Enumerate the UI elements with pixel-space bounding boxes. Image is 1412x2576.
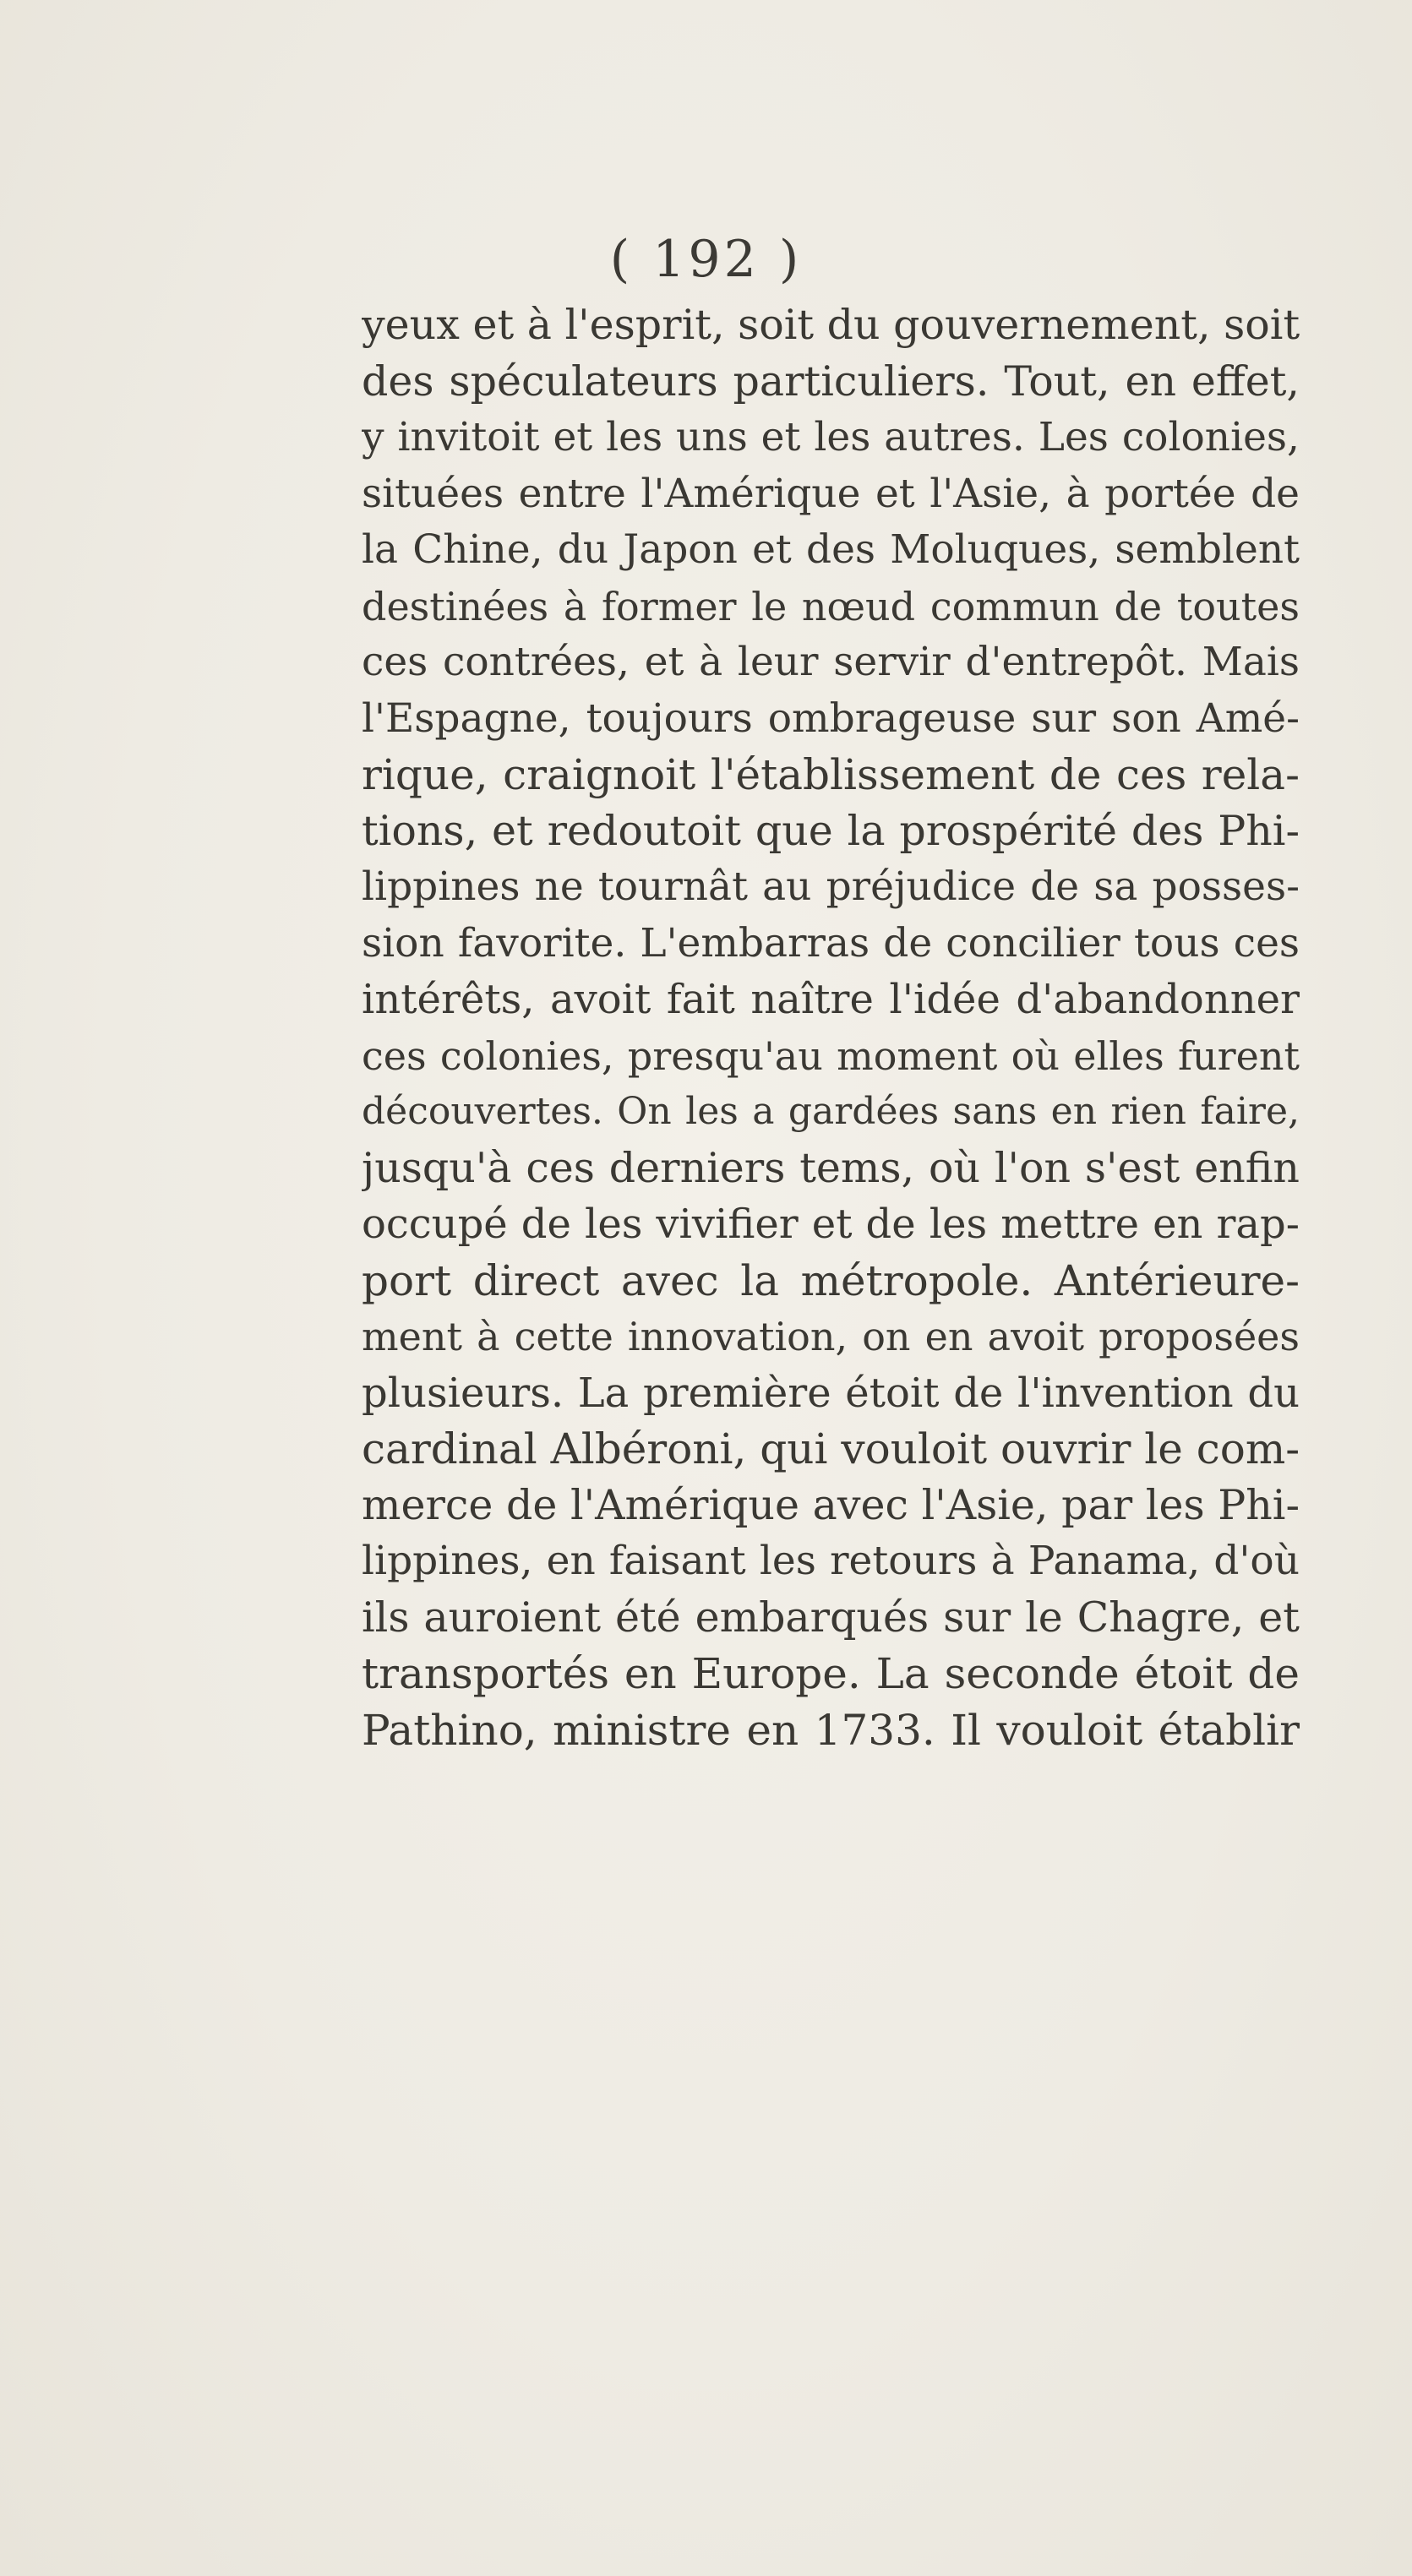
text-line: transportés en Europe. La seconde étoit de [362, 1649, 1300, 1698]
text-line: tions, et redoutoit que la prospérité des Phi- [362, 806, 1300, 855]
page-number-header: ( 192 ) [609, 230, 803, 289]
text-line: lippines ne tournât au préjudice de sa posses- [362, 863, 1300, 910]
text-line: destinées à former le nœud commun de toutes [362, 583, 1300, 629]
text-line: ces colonies, presqu'au moment où elles furent [362, 1032, 1300, 1079]
body-text [362, 297, 1300, 1758]
text-line: intérêts, avoit fait naître l'idée d'abandonner [362, 976, 1300, 1023]
text-line: l'Espagne, toujours ombrageuse sur son Amé- [362, 694, 1300, 742]
text-line: occupé de les vivifier et de les mettre en rap- [362, 1201, 1300, 1248]
text-line: ment à cette innovation, on en avoit proposées [362, 1314, 1300, 1359]
text-line: ils auroient été embarqués sur le Chagre, et [362, 1593, 1300, 1642]
text-line: des spéculateurs particuliers. Tout, en effet, [362, 357, 1300, 406]
text-line: cardinal Albéroni, qui vouloit ouvrir le com- [362, 1424, 1300, 1473]
text-line: ces contrées, et à leur servir d'entrepôt. Mais [362, 639, 1300, 685]
text-line: plusieurs. La première étoit de l'invention du [362, 1369, 1300, 1417]
text-line: port direct avec la métropole. Antérieure- [362, 1255, 1300, 1305]
text-line: Pathino, ministre en 1733. Il vouloit établir [362, 1705, 1300, 1755]
text-line: découvertes. On les a gardées sans en rien faire, [362, 1090, 1300, 1133]
text-line: merce de l'Amérique avec l'Asie, par les Phi- [362, 1480, 1300, 1529]
text-line: lippines, en faisant les retours à Panama, d'où [362, 1538, 1300, 1584]
text-line: jusqu'à ces derniers tems, où l'on s'est enfin [362, 1143, 1300, 1192]
text-line: situées entre l'Amérique et l'Asie, à portée de [362, 470, 1300, 517]
text-line: rique, craignoit l'établissement de ces rela- [362, 750, 1300, 799]
text-line: sion favorite. L'embarras de concilier tous ces [362, 919, 1300, 967]
text-line: yeux et à l'esprit, soit du gouvernement, soit [362, 301, 1300, 349]
text-line: y invitoit et les uns et les autres. Les colonies, [362, 414, 1300, 460]
text-line: la Chine, du Japon et des Moluques, semblent [362, 526, 1300, 573]
